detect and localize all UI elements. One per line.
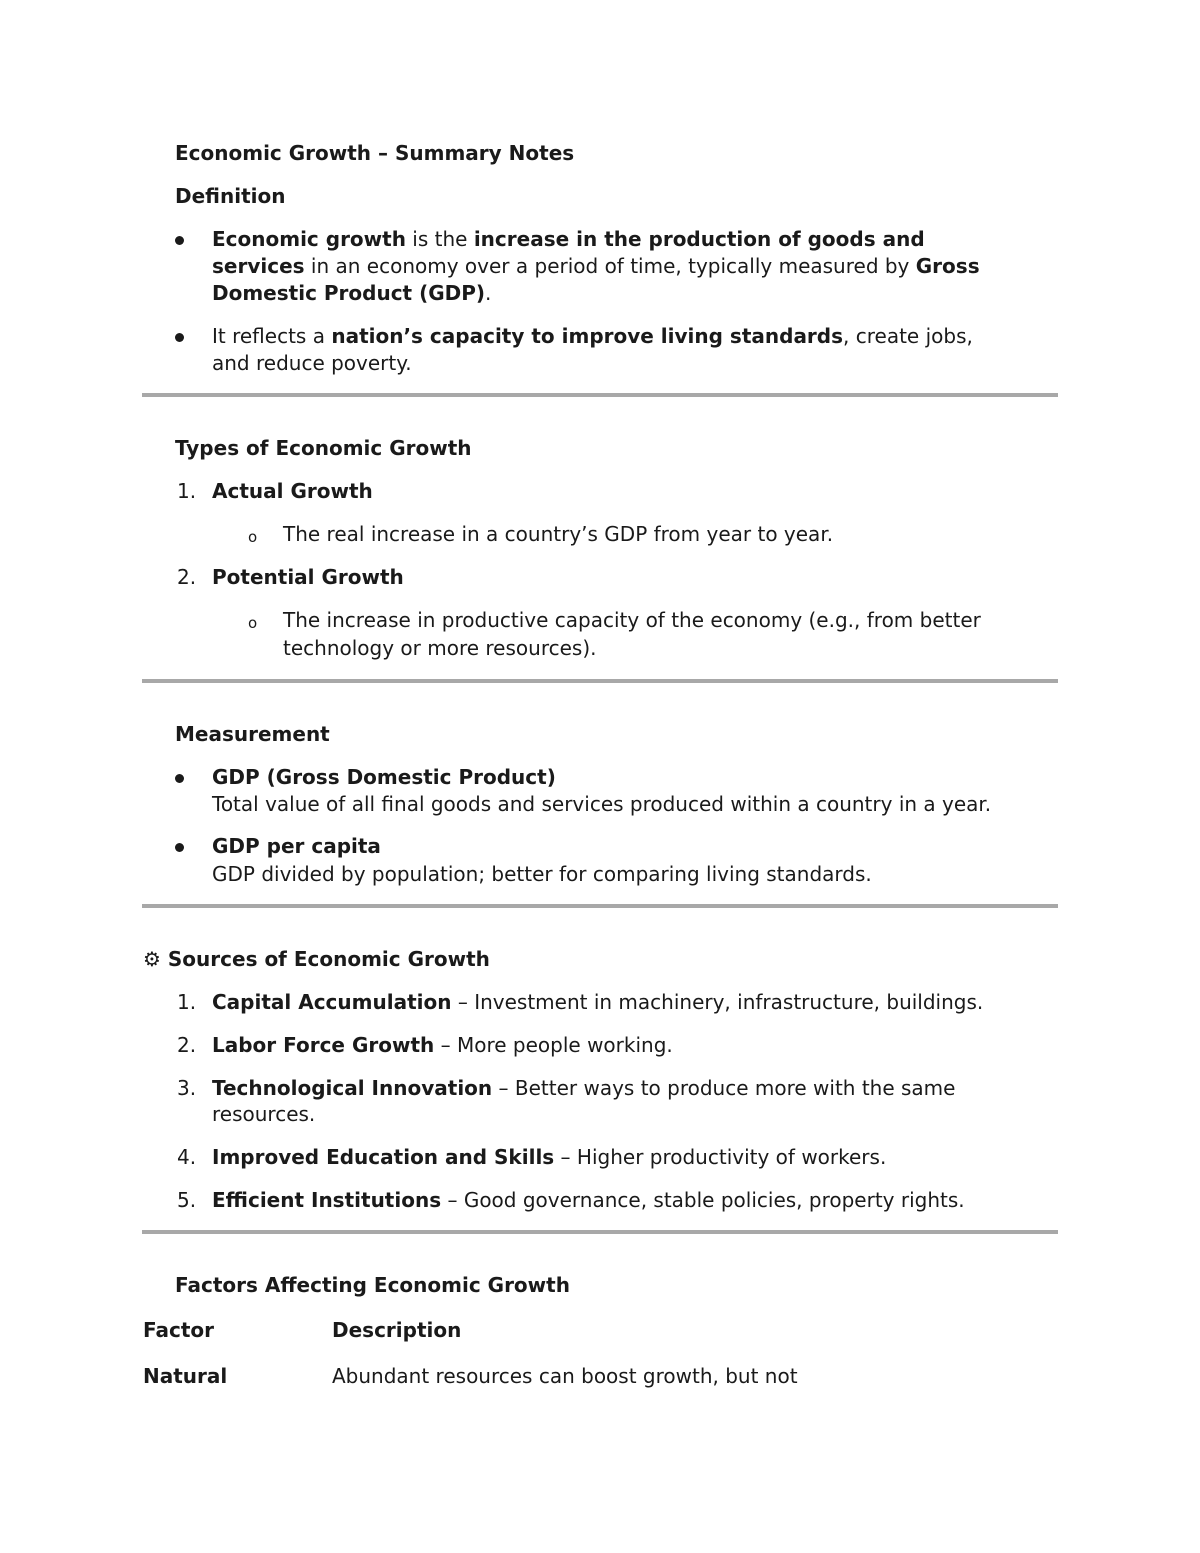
source-item: Technological Innovation – Better ways to produce more with the same xyxy=(212,1076,956,1100)
list-number: 3. xyxy=(177,1076,197,1100)
definition-bullet-2-line-2: and reduce poverty. xyxy=(212,351,412,375)
bullet-icon xyxy=(175,333,184,342)
bullet-icon xyxy=(175,774,184,783)
bullet-icon xyxy=(175,843,184,852)
potential-growth-label: Potential Growth xyxy=(212,565,404,589)
source-item: Improved Education and Skills – Higher productivity of workers. xyxy=(212,1145,887,1169)
definition-bullet-2-line-1: It reflects a nation’s capacity to improve living standards, create jobs, xyxy=(212,324,973,348)
gdp-per-capita-desc: GDP divided by population; better for comparing living standards. xyxy=(212,862,872,886)
list-number: 5. xyxy=(177,1188,197,1212)
section-divider xyxy=(142,393,1058,397)
factors-heading: Factors Affecting Economic Growth xyxy=(175,1273,570,1297)
gdp-per-capita-label: GDP per capita xyxy=(212,834,381,858)
definition-bullet-1-line-2: services in an economy over a period of time, typically measured by Gross xyxy=(212,254,980,278)
actual-growth-label: Actual Growth xyxy=(212,479,373,503)
source-item: Labor Force Growth – More people working. xyxy=(212,1033,673,1057)
definition-bullet-1-line-1: Economic growth is the increase in the production of goods and xyxy=(212,227,925,251)
source-item: Capital Accumulation – Investment in machinery, infrastructure, buildings. xyxy=(212,990,984,1014)
section-divider xyxy=(142,679,1058,683)
list-number: 1. xyxy=(177,479,197,503)
actual-growth-desc: The real increase in a country’s GDP from year to year. xyxy=(283,522,834,546)
types-heading: Types of Economic Growth xyxy=(175,436,472,460)
circle-bullet-icon: o xyxy=(248,614,258,632)
gdp-desc: Total value of all final goods and services produced within a country in a year. xyxy=(212,792,992,816)
gear-icon: ⚙ xyxy=(143,947,161,971)
document-title: Economic Growth – Summary Notes xyxy=(175,141,575,165)
definition-heading: Definition xyxy=(175,184,286,208)
sources-heading: ⚙ Sources of Economic Growth xyxy=(143,947,490,971)
potential-growth-desc-line-2: technology or more resources). xyxy=(283,636,597,660)
circle-bullet-icon: o xyxy=(248,528,258,546)
table-header-factor: Factor xyxy=(143,1318,215,1342)
section-divider xyxy=(142,1230,1058,1234)
table-cell-factor: Natural xyxy=(143,1364,228,1388)
potential-growth-desc-line-1: The increase in productive capacity of the economy (e.g., from better xyxy=(283,608,981,632)
bullet-icon xyxy=(175,236,184,245)
list-number: 1. xyxy=(177,990,197,1014)
list-number: 4. xyxy=(177,1145,197,1169)
list-number: 2. xyxy=(177,565,197,589)
measurement-heading: Measurement xyxy=(175,722,330,746)
gdp-label: GDP (Gross Domestic Product) xyxy=(212,765,556,789)
source-item: Efficient Institutions – Good governance, stable policies, property rights. xyxy=(212,1188,965,1212)
source-item-continuation: resources. xyxy=(212,1102,316,1126)
definition-bullet-1-line-3: Domestic Product (GDP). xyxy=(212,281,492,305)
section-divider xyxy=(142,904,1058,908)
list-number: 2. xyxy=(177,1033,197,1057)
table-cell-description: Abundant resources can boost growth, but not xyxy=(332,1364,798,1388)
table-header-description: Description xyxy=(332,1318,462,1342)
